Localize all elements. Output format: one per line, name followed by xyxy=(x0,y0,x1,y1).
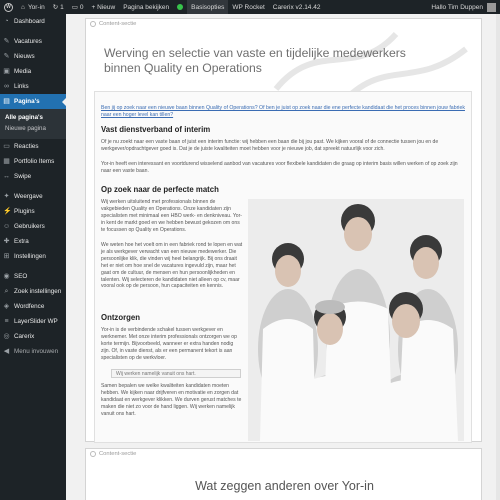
section-toggle-icon[interactable] xyxy=(90,21,96,27)
scrollbar[interactable] xyxy=(496,14,500,500)
sidebar-item-label: Dashboard xyxy=(14,18,45,25)
pin-icon: ✎ xyxy=(3,53,10,60)
sidebar-item-label: Gebruikers xyxy=(14,223,45,230)
paragraph-vast-2: Yor-in heeft een interessant en voortdurend wisselend aanbod van vacatures voor flexibele kandidaten die graag op interim basis willen werken of op zoek zijn naar een vaste baan. xyxy=(101,161,458,174)
page-builder-canvas xyxy=(66,14,500,500)
sidebar-item-gebruikers[interactable] xyxy=(0,219,66,234)
section-toggle-icon[interactable] xyxy=(90,451,96,457)
paragraph-ontzorgen-1: Yor-in is de verbindende schakel tussen werkgever en werknemer. Met onze interim professionals ontzorgen we op korte termijn. Bijvoorbeeld, wanneer er extra handen nodig zijn. Of, in vaste dienst, als er een permanent tekort is aan specialisten op de werkvloer. xyxy=(101,327,237,361)
testimonials-title[interactable]: Wat zeggen anderen over Yor-in xyxy=(195,479,374,493)
account-menu[interactable] xyxy=(427,0,500,14)
sidebar-item-reacties[interactable] xyxy=(0,139,66,154)
wp-rocket-label: WP Rocket xyxy=(232,3,265,11)
sidebar-item-portfolio[interactable] xyxy=(0,154,66,169)
dashboard-icon: ◔ xyxy=(4,18,9,25)
paragraph-match-1: Wij werken uitsluitend met professionals binnen de vakgebieden Quality en Operations. Onze kandidaten zijn specialisten met minimaal een HBO werk- en denkniveau. Yor-in kent de markt goed en we hebben bewust gekozen om ons te focussen op Quality en Operations. xyxy=(101,199,242,233)
sidebar-item-vacatures[interactable] xyxy=(0,34,66,49)
sidebar-item-swipe[interactable] xyxy=(0,169,66,184)
pin-icon: ✎ xyxy=(3,38,10,45)
carerix-label: Carerix v2.14.42 xyxy=(272,3,321,11)
sidebar-item-pages[interactable] xyxy=(0,94,66,109)
sidebar-item-instellingen[interactable] xyxy=(0,249,66,264)
heading-match: Op zoek naar de perfecte match xyxy=(101,185,219,194)
updates-menu[interactable] xyxy=(49,0,68,14)
sidebar-item-dashboard[interactable] xyxy=(0,14,66,29)
sidebar-item-label: Zoek instellingen xyxy=(14,288,62,295)
paragraph-ontzorgen-2: Samen bepalen we welke kwaliteiten kandidaten moeten hebben. We kijken naar drijfveren en motivatie en zorgen dat kandidaat en werkgever klikken. We durven gerust matches te maken die niet zo voor de hand liggen. Wij werken namelijk vanuit ons hart. xyxy=(101,383,242,417)
sidebar-item-label: Extra xyxy=(14,238,29,245)
basic-options-label: Basisopties xyxy=(191,3,225,11)
settings-icon: ⊞ xyxy=(3,253,10,260)
sidebar-item-label: SEO xyxy=(14,273,28,280)
carerix-menu[interactable] xyxy=(269,0,325,14)
heading-ontzorgen: Ontzorgen xyxy=(101,313,140,322)
collapse-icon: ◀ xyxy=(3,348,10,355)
media-icon: ▣ xyxy=(3,68,10,75)
wp-logo-menu[interactable] xyxy=(0,0,17,14)
sidebar-item-plugins[interactable] xyxy=(0,204,66,219)
sidebar-item-links[interactable] xyxy=(0,79,66,94)
view-page-link[interactable] xyxy=(119,0,173,14)
view-page-label: Pagina bekijken xyxy=(123,3,170,11)
admin-sidebar xyxy=(0,14,66,500)
section-label xyxy=(86,449,136,459)
section-label xyxy=(86,19,136,29)
sidebar-item-seo[interactable] xyxy=(0,269,66,284)
pages-icon: ▤ xyxy=(3,98,10,105)
sidebar-item-label: Pagina's xyxy=(14,98,40,105)
content-section-2[interactable] xyxy=(85,448,482,500)
sidebar-item-layerslider[interactable] xyxy=(0,314,66,329)
admin-bar xyxy=(0,0,500,14)
refresh-icon: ↻ xyxy=(52,4,59,11)
content-section-1[interactable] xyxy=(85,18,482,442)
submenu-all-pages[interactable]: Alle pagina's xyxy=(5,114,43,121)
heading-vast: Vast dienstverband of interim xyxy=(101,125,211,134)
pages-submenu xyxy=(0,109,66,139)
tools-icon: ✚ xyxy=(3,238,10,245)
team-photo[interactable] xyxy=(248,199,464,441)
sidebar-item-label: Wordfence xyxy=(14,303,45,310)
intro-link[interactable]: Ben jij op zoek naar een nieuwe baan binnen Quality of Operations? Of ben je juist op zoek naar die ene perfecte kandidaat die het proces binnen jouw fabriek naar een hoger level kan tillen? xyxy=(101,105,465,118)
sidebar-item-label: Instellingen xyxy=(14,253,46,260)
sidebar-item-label: Weergave xyxy=(14,193,43,200)
new-label: + Nieuw xyxy=(91,3,116,11)
sidebar-item-label: Carerix xyxy=(14,333,35,340)
sidebar-item-weergave[interactable] xyxy=(0,189,66,204)
swipe-icon: ↔ xyxy=(3,173,10,180)
site-name-menu[interactable] xyxy=(17,0,49,14)
sidebar-item-media[interactable] xyxy=(0,64,66,79)
submenu-new-page[interactable]: Nieuwe pagina xyxy=(5,125,46,132)
quote-block: Wij werken namelijk vanuit ons hart. xyxy=(111,369,241,378)
wordpress-icon: W xyxy=(4,3,13,12)
seo-icon: ◉ xyxy=(3,273,10,280)
comments-menu[interactable] xyxy=(68,0,88,14)
sidebar-item-label: Reacties xyxy=(14,143,39,150)
sidebar-item-wordfence[interactable] xyxy=(0,299,66,314)
home-icon: ⌂ xyxy=(21,3,25,11)
basic-options-menu[interactable] xyxy=(187,0,228,14)
sidebar-item-extra[interactable] xyxy=(0,234,66,249)
new-content-menu[interactable] xyxy=(88,0,120,14)
paragraph-vast-1: Of je nu zoekt naar een vaste baan of juist een interim functie: wij hebben een baan die bij jou past. We kijken vooral of de connectie tussen jou en de werkgever/opdrachtgever goed is. Dat je de juiste kwaliteiten moet hebben voor je nieuwe job, dat spreekt natuurlijk voor zich. xyxy=(101,139,439,152)
updates-count: 1 xyxy=(60,3,64,11)
link-icon: ∞ xyxy=(4,83,9,90)
shield-icon: ◈ xyxy=(3,303,10,310)
page-title[interactable]: Werving en selectie van vaste en tijdelijke medewerkers binnen Quality en Operations xyxy=(104,46,406,75)
seo-status[interactable] xyxy=(173,0,187,14)
layers-icon: ≡ xyxy=(4,318,9,325)
comments-icon: ▭ xyxy=(3,143,10,150)
status-dot-icon xyxy=(177,4,183,10)
sidebar-item-label: Vacatures xyxy=(14,38,42,45)
section-label-text: Content-sectie xyxy=(99,451,137,457)
sidebar-item-label: Swipe xyxy=(14,173,32,180)
sidebar-item-nieuws[interactable] xyxy=(0,49,66,64)
sidebar-item-zoek-instellingen[interactable] xyxy=(0,284,66,299)
carerix-icon: ◎ xyxy=(3,333,10,340)
greeting: Hallo Tim Duppen xyxy=(431,3,483,11)
section-label-text: Content-sectie xyxy=(99,21,137,27)
users-icon: ☺ xyxy=(3,223,11,230)
text-block[interactable] xyxy=(94,91,472,443)
paragraph-match-2: We weten hoe het voelt om in een fabriek rond te lopen en wat je als werkgever verwacht van een nieuwe medewerker. Die persoonlijke klik, die vinden wij heel belangrijk. Bij ons draait het er niet om hoe snel de vacatures ingevuld zijn, maar het gaat om de cultuur, de mensen en hun persoonlijkheden en talenten. Wij selecteren de kandidaten niet alleen op cv, maar vooral ook op de persoon, hun capaciteiten en kennis. xyxy=(101,242,243,290)
plugins-icon: ⚡ xyxy=(3,208,12,215)
search-icon: ⌕ xyxy=(4,288,9,295)
appearance-icon: ✦ xyxy=(3,193,10,200)
site-name: Yor-in xyxy=(27,3,45,11)
team-photo-illustration xyxy=(248,199,464,441)
sidebar-item-label: Media xyxy=(14,68,32,75)
sidebar-item-label: Plugins xyxy=(14,208,35,215)
sidebar-item-label: Nieuws xyxy=(14,53,35,60)
sidebar-item-label: Portfolio Items xyxy=(14,158,55,165)
comment-icon: ▭ xyxy=(71,4,78,11)
sidebar-item-label: Menu invouwen xyxy=(14,348,59,355)
sidebar-item-label: Links xyxy=(14,83,29,90)
sidebar-item-carerix[interactable] xyxy=(0,329,66,344)
comments-count: 0 xyxy=(79,3,84,11)
portfolio-icon: ▦ xyxy=(3,158,10,165)
sidebar-collapse-menu[interactable] xyxy=(0,344,66,359)
sidebar-item-label: LayerSlider WP xyxy=(14,318,58,325)
avatar xyxy=(487,3,496,12)
wp-rocket-menu[interactable] xyxy=(228,0,268,14)
